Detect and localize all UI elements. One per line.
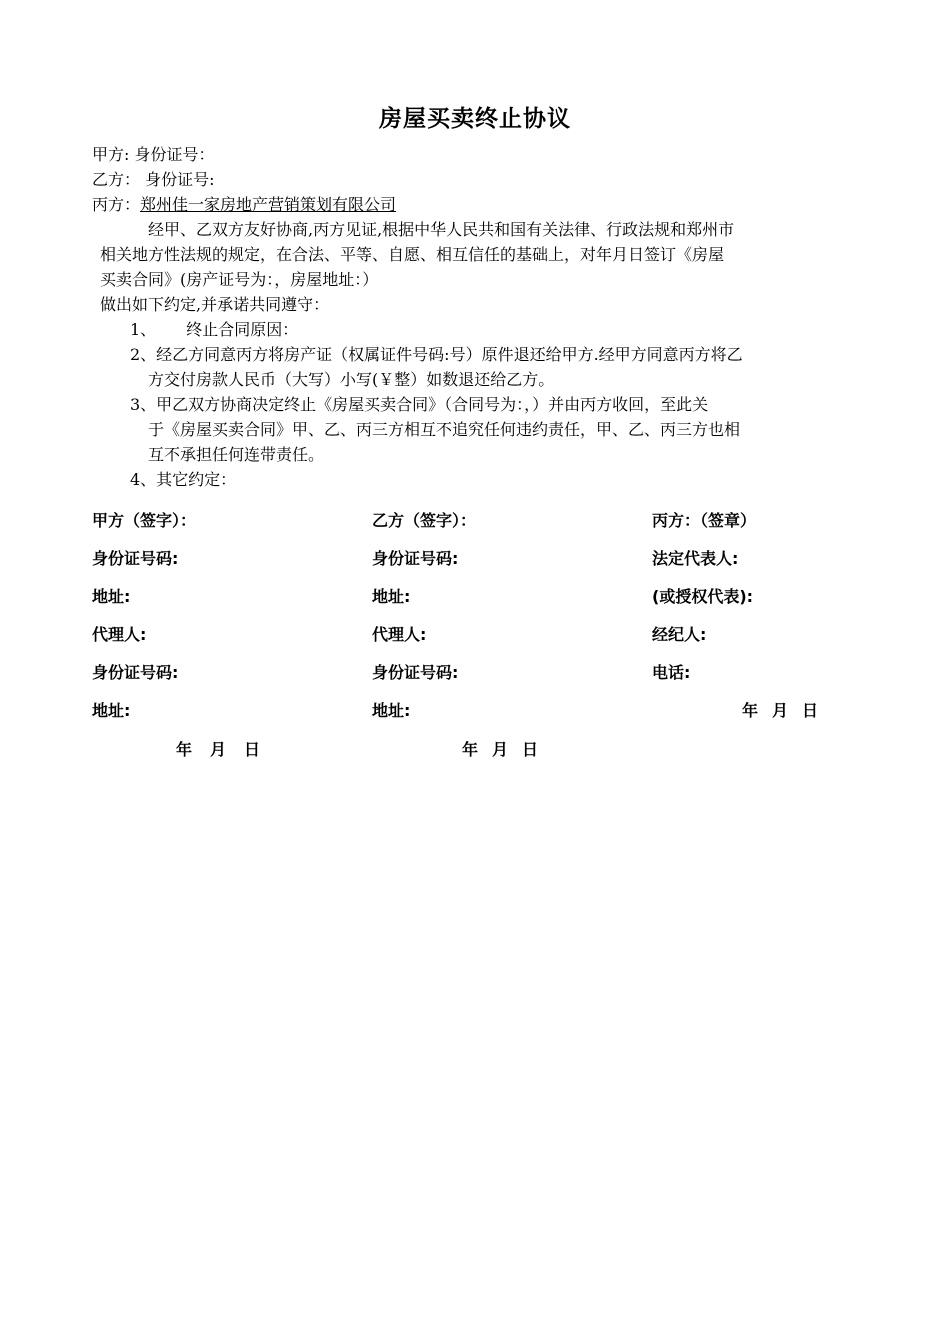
sig-a-id: 身份证号码: bbox=[92, 549, 179, 568]
sig-b-agent: 代理人: bbox=[372, 625, 427, 644]
sig-a-agent-id: 身份证号码: bbox=[92, 663, 179, 682]
date-a-year: 年 bbox=[176, 740, 193, 759]
clause-1-text: 终止合同原因： bbox=[186, 320, 299, 339]
date-b-month: 月 bbox=[492, 740, 509, 759]
sig-c-phone: 电话: bbox=[652, 663, 691, 682]
sig-c-legal-rep: 法定代表人: bbox=[652, 549, 739, 568]
party-b-line: 乙方： 身份证号: bbox=[92, 170, 215, 189]
sig-c-authorized-rep: (或授权代表): bbox=[652, 587, 754, 606]
intro-line-2: 相关地方性法规的规定，在合法、平等、自愿、相互信任的基础上，对年月日签订《房屋 bbox=[100, 245, 725, 264]
clause-1 bbox=[130, 318, 298, 342]
party-a-line: 甲方: 身份证号： bbox=[92, 145, 215, 164]
clause-2-line-2: 方交付房款人民币（大写）小写(￥整）如数退还给乙方。 bbox=[148, 370, 555, 389]
date-c-day: 日 bbox=[802, 701, 819, 720]
party-c-company: 郑州佳一家房地产营销策划有限公司 bbox=[140, 195, 397, 214]
sig-c-broker: 经纪人: bbox=[652, 625, 707, 644]
party-c-label: 丙方： bbox=[92, 195, 141, 214]
clause-3-line-2: 于《房屋买卖合同》甲、乙、丙三方相互不追究任何违约责任，甲、乙、丙三方也相 bbox=[148, 420, 741, 439]
date-a-month: 月 bbox=[210, 740, 227, 759]
sig-a-agent-address: 地址: bbox=[92, 701, 131, 720]
date-c-month: 月 bbox=[772, 701, 789, 720]
date-c-year: 年 bbox=[742, 701, 759, 720]
clause-3-line-1: 3、甲乙双方协商决定终止《房屋买卖合同》（合同号为：，）并由丙方收回，至此关 bbox=[130, 395, 709, 414]
intro-line-1: 经甲、乙双方友好协商,丙方见证,根据中华人民共和国有关法律、行政法规和郑州市 bbox=[148, 220, 735, 239]
date-b-day: 日 bbox=[522, 740, 539, 759]
date-a-day: 日 bbox=[244, 740, 261, 759]
sig-b-address: 地址: bbox=[372, 587, 411, 606]
clause-1-number: 1、 bbox=[130, 320, 157, 339]
sig-b-id: 身份证号码: bbox=[372, 549, 459, 568]
sig-a-agent: 代理人: bbox=[92, 625, 147, 644]
date-a bbox=[176, 737, 260, 760]
date-c bbox=[742, 698, 818, 721]
sig-b-agent-address: 地址: bbox=[372, 701, 411, 720]
sig-c-party: 丙方：（签章） bbox=[652, 511, 757, 530]
intro-line-3: 买卖合同》(房产证号为：，房屋地址：） bbox=[100, 270, 379, 289]
party-c-line bbox=[92, 193, 396, 217]
document-title: 房屋买卖终止协议 bbox=[379, 106, 571, 132]
intro-line-4: 做出如下约定,并承诺共同遵守： bbox=[100, 295, 330, 314]
clause-4: 4、其它约定： bbox=[130, 470, 237, 489]
sig-b-agent-id: 身份证号码: bbox=[372, 663, 459, 682]
sig-a-address: 地址: bbox=[92, 587, 131, 606]
sig-a-party: 甲方（签字）： bbox=[92, 511, 197, 530]
clause-3-line-3: 互不承担任何连带责任。 bbox=[148, 445, 325, 464]
date-b bbox=[462, 737, 538, 760]
date-b-year: 年 bbox=[462, 740, 479, 759]
sig-b-party: 乙方（签字）： bbox=[372, 511, 477, 530]
clause-2-line-1: 2、经乙方同意丙方将房产证（权属证件号码:号）原件退还给甲方.经甲方同意丙方将乙 bbox=[130, 345, 743, 364]
